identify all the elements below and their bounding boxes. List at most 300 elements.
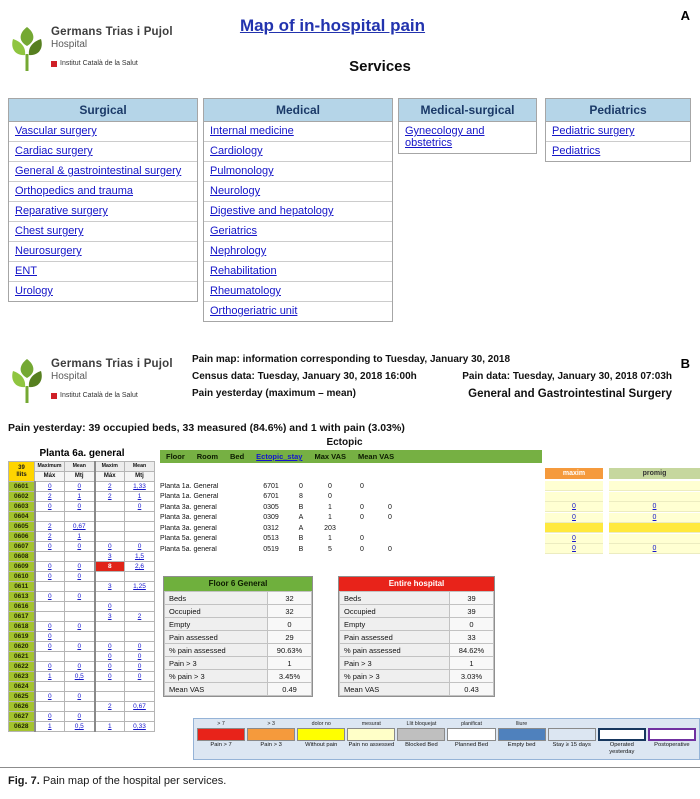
pain-value-cell [95, 592, 125, 602]
logo-hospital-word: Hospital [51, 39, 88, 50]
summary-label: Beds [340, 592, 450, 605]
pain-value-link[interactable]: 0 [47, 663, 52, 670]
maxim-cell [545, 523, 603, 533]
pain-value-cell [125, 562, 155, 572]
pain-value-link[interactable]: 0 [47, 643, 52, 650]
pain-value-cell [125, 692, 155, 702]
ward-row [9, 662, 155, 672]
pain-value-cell [65, 722, 95, 732]
hospital-logo [10, 358, 173, 404]
pain-value-cell [125, 602, 155, 612]
legend-label: Without pain [305, 742, 338, 748]
caption-text: Pain map of the hospital per services. [42, 775, 227, 787]
ectopic-room: 6701 [263, 493, 279, 501]
pain-value-cell [125, 722, 155, 732]
summary-value: 29 [268, 631, 312, 644]
pain-value-cell [65, 662, 95, 672]
pain-value-cell [35, 612, 65, 622]
pain-value-link[interactable]: 0 [77, 643, 82, 650]
pain-value-cell [65, 522, 95, 532]
maxim-value-link[interactable]: 0 [572, 545, 576, 553]
summary-value: 84.62% [450, 644, 494, 657]
maxim-value-link[interactable]: 0 [572, 503, 576, 511]
pain-value-link[interactable]: 0 [137, 643, 142, 650]
summary-row [165, 631, 312, 644]
summary-value: 39 [450, 605, 494, 618]
pain-value-cell [125, 612, 155, 622]
ward-row [9, 622, 155, 632]
pain-value-cell [65, 702, 95, 712]
pain-value-link[interactable]: 0 [77, 663, 82, 670]
legend-label: Pain > 7 [210, 742, 232, 748]
pain-value-link[interactable]: 0 [47, 503, 52, 510]
legend-swatch [548, 728, 596, 741]
pain-value-cell [65, 532, 95, 542]
ward-group-header: Maxim [95, 462, 125, 472]
bed-number-cell[interactable]: 0618 [9, 622, 35, 632]
ectopic-bed: 0 [299, 482, 303, 490]
ectopic-col-header: Mean VAS [358, 452, 395, 461]
pain-value-cell [95, 532, 125, 542]
pain-value-link[interactable]: 0 [47, 713, 52, 720]
pain-value-link[interactable]: 1,5 [134, 553, 145, 560]
legend-top-label: > 3 [267, 721, 275, 727]
pain-value-link[interactable]: 2 [47, 493, 52, 500]
services-column-header: Medical [204, 99, 392, 122]
legend-label: Operated yesterday [609, 742, 635, 755]
ectopic-col-header: Bed [230, 452, 245, 461]
summary-value: 0.49 [268, 683, 312, 696]
service-link[interactable]: Pediatrics [546, 142, 690, 161]
pain-value-cell [35, 512, 65, 522]
pain-value-link[interactable]: 0 [77, 563, 82, 570]
pain-value-link[interactable]: 2 [137, 613, 142, 620]
panel-b [0, 350, 700, 764]
pain-value-cell [35, 492, 65, 502]
promig-value-link[interactable]: 0 [652, 545, 657, 553]
pain-value-link[interactable]: 0,5 [74, 723, 84, 730]
pain-value-cell [95, 612, 125, 622]
pain-value-cell [95, 682, 125, 692]
bed-number-cell[interactable]: 0611 [9, 582, 35, 592]
ectopic-stay: 5 [328, 545, 332, 553]
summary-label: Occupied [165, 605, 268, 618]
services-column-surgical [8, 98, 198, 302]
legend-label: Postoperative [654, 742, 690, 748]
pain-value-link[interactable]: 0 [77, 693, 82, 700]
pain-value-link[interactable]: 0 [47, 623, 52, 630]
summary-value: 3.03% [450, 670, 494, 683]
bed-number-cell[interactable]: 0616 [9, 602, 35, 612]
pain-value-cell [35, 532, 65, 542]
pain-value-cell [125, 632, 155, 642]
ward-row [9, 502, 155, 512]
legend-label: Pain > 3 [260, 742, 282, 748]
pain-value-link[interactable]: 0 [77, 593, 82, 600]
service-link[interactable]: Orthogeriatric unit [204, 302, 392, 321]
service-link[interactable]: Urology [9, 282, 197, 301]
ectopic-header [160, 450, 542, 463]
ectopic-bed: A [298, 524, 304, 532]
legend-item [297, 721, 345, 757]
ectopic-row [160, 502, 700, 513]
summary-row [340, 618, 494, 631]
ectopic-col-header: Floor [166, 452, 185, 461]
pain-value-cell [35, 652, 65, 662]
pain-value-cell [35, 682, 65, 692]
summary-value: 90.63% [268, 644, 312, 657]
pain-value-link[interactable]: 2 [107, 493, 112, 500]
ward-row [9, 602, 155, 612]
maxim-value-link[interactable]: 0 [572, 513, 576, 521]
pain-value-cell [65, 712, 95, 722]
service-link[interactable]: Pediatric surgery [546, 122, 690, 142]
pain-value-link[interactable]: 0 [47, 543, 52, 550]
ectopic-row [160, 492, 700, 503]
summary-row [165, 657, 312, 670]
pain-value-cell [65, 542, 95, 552]
summary-row [340, 670, 494, 683]
pain-value-link[interactable]: 3 [107, 583, 112, 590]
bed-number-cell[interactable]: 0603 [9, 502, 35, 512]
pain-value-cell [65, 582, 95, 592]
bed-number-cell[interactable]: 0623 [9, 672, 35, 682]
pain-value-cell [125, 512, 155, 522]
ectopic-mean: 0 [388, 545, 392, 553]
pain-value-link[interactable]: 1 [137, 493, 142, 500]
pain-value-cell [35, 722, 65, 732]
logo-hospital-word: Hospital [51, 371, 88, 382]
maxim-value-link[interactable]: 0 [572, 534, 576, 542]
pain-value-cell [95, 722, 125, 732]
ward-row [9, 702, 155, 712]
ward-title: Planta 6a. general [39, 448, 125, 459]
pain-value-cell [35, 582, 65, 592]
pain-value-cell [125, 502, 155, 512]
promig-cell [609, 523, 700, 533]
pain-value-link[interactable]: 0 [137, 663, 142, 670]
legend-top-label: mesurat [361, 721, 381, 727]
promig-cell [609, 534, 700, 544]
ward-row [9, 712, 155, 722]
service-link[interactable]: Orthopedics and trauma [9, 182, 197, 202]
legend-item [347, 721, 395, 757]
services-heading: Services [349, 58, 411, 75]
services-column-header: Medical-surgical [399, 99, 536, 122]
ectopic-max: 0 [360, 535, 364, 543]
pain-value-cell [95, 622, 125, 632]
pain-value-link[interactable]: 0 [107, 653, 112, 660]
pain-value-cell [95, 672, 125, 682]
bed-number-cell[interactable]: 0601 [9, 482, 35, 492]
promig-value-link[interactable]: 0 [652, 513, 657, 521]
pain-value-link[interactable]: 0 [107, 663, 112, 670]
ward-sub-header: Máx [35, 472, 65, 482]
ectopic-floor: Planta 3a. general [160, 503, 217, 511]
pain-value-link[interactable]: 0 [77, 503, 82, 510]
bed-number-cell[interactable]: 0604 [9, 512, 35, 522]
pain-value-link[interactable]: 0 [137, 503, 142, 510]
ward-row [9, 532, 155, 542]
service-link[interactable]: Pulmonology [204, 162, 392, 182]
pain-value-link[interactable]: 0 [137, 543, 142, 550]
summary-label: Pain assessed [165, 631, 268, 644]
ward-group-header: Maximum [35, 462, 65, 472]
services-column-header: Surgical [9, 99, 197, 122]
ward-row [9, 642, 155, 652]
legend-swatch [648, 728, 696, 741]
ectopic-bed: A [298, 514, 304, 522]
pain-value-cell [95, 492, 125, 502]
pain-value-link[interactable]: 0 [77, 623, 82, 630]
summary-label: Empty [340, 618, 450, 631]
pain-value-cell [65, 502, 95, 512]
pain-value-link[interactable]: 0 [107, 543, 112, 550]
pain-value-link[interactable]: 1 [107, 723, 112, 730]
pain-value-link[interactable]: 0,33 [133, 723, 146, 730]
pain-value-cell [95, 642, 125, 652]
service-link[interactable]: Internal medicine [204, 122, 392, 142]
service-link[interactable]: Neurosurgery [9, 242, 197, 262]
summary-row [165, 683, 312, 696]
pain-value-link[interactable]: 0 [137, 653, 142, 660]
pain-value-link[interactable]: 3 [107, 553, 112, 560]
summary-row [340, 644, 494, 657]
pain-value-cell [65, 682, 95, 692]
pain-value-link[interactable]: 2 [47, 523, 52, 530]
service-link[interactable]: General & gastrointestinal surgery [9, 162, 197, 182]
ward-row [9, 672, 155, 682]
ward-row [9, 582, 155, 592]
service-link[interactable]: Chest surgery [9, 222, 197, 242]
service-link[interactable]: Neurology [204, 182, 392, 202]
service-name: General and Gastrointestinal Surgery [468, 388, 672, 400]
legend-top-label: lliure [516, 721, 528, 727]
pain-value-cell [65, 512, 95, 522]
ectopic-section-label: Ectopic [326, 437, 363, 448]
bed-number-cell[interactable]: 0605 [9, 522, 35, 532]
pain-value-cell [35, 642, 65, 652]
pain-value-cell [35, 522, 65, 532]
pain-value-link[interactable]: 0 [47, 563, 52, 570]
summary-value: 33 [450, 631, 494, 644]
ward-sub-header: Mtj [125, 472, 155, 482]
ward-group-header: Mean [65, 462, 95, 472]
pain-value-link[interactable]: 0 [137, 673, 142, 680]
legend-swatch [297, 728, 345, 741]
bed-number-cell[interactable]: 0625 [9, 692, 35, 702]
pain-value-link[interactable]: 8 [107, 563, 112, 570]
pain-value-cell [95, 572, 125, 582]
services-column-header: Pediatrics [546, 99, 690, 122]
bed-number-cell[interactable]: 0620 [9, 642, 35, 652]
pain-value-link[interactable]: 2 [107, 483, 112, 490]
pain-summary-line: Pain yesterday: 39 occupied beds, 33 measured (84.6%) and 1 with pain (3.03%) [8, 422, 405, 434]
service-link[interactable]: Geriatrics [204, 222, 392, 242]
bed-number-cell[interactable]: 0628 [9, 722, 35, 732]
bed-number-cell[interactable]: 0609 [9, 562, 35, 572]
services-columns [0, 0, 700, 348]
pain-value-link[interactable]: 1,33 [133, 483, 146, 490]
service-link[interactable]: Rehabilitation [204, 262, 392, 282]
service-link[interactable]: Gynecology and obstetrics [399, 122, 536, 153]
pain-value-link[interactable]: 0 [77, 543, 82, 550]
pain-value-cell [65, 552, 95, 562]
pain-value-link[interactable]: 0 [47, 633, 52, 640]
summary-label: Occupied [340, 605, 450, 618]
pain-value-link[interactable]: 0 [107, 643, 112, 650]
pain-value-link[interactable]: 0 [77, 713, 82, 720]
ward-row [9, 492, 155, 502]
ward-row [9, 522, 155, 532]
service-link[interactable]: Cardiology [204, 142, 392, 162]
pain-value-cell [65, 642, 95, 652]
bed-number-cell[interactable]: 0613 [9, 592, 35, 602]
pain-value-link[interactable]: 0 [47, 693, 52, 700]
legend [193, 718, 700, 760]
pain-value-link[interactable]: 0 [77, 483, 82, 490]
pain-value-link[interactable]: 2 [107, 703, 112, 710]
bed-number-cell[interactable]: 0622 [9, 662, 35, 672]
legend-item [197, 721, 245, 757]
pain-value-link[interactable]: 2 [47, 533, 52, 540]
bed-number-cell[interactable]: 0606 [9, 532, 35, 542]
pain-value-link[interactable]: 1 [77, 493, 82, 500]
ectopic-mean: 0 [388, 514, 392, 522]
pain-value-link[interactable]: 0 [47, 593, 52, 600]
pain-value-cell [125, 522, 155, 532]
bed-number-cell[interactable]: 0626 [9, 702, 35, 712]
pain-value-cell [65, 482, 95, 492]
bed-number-cell[interactable]: 0617 [9, 612, 35, 622]
pain-value-cell [35, 602, 65, 612]
ectopic-max: 0 [360, 514, 364, 522]
bed-number-cell[interactable]: 0602 [9, 492, 35, 502]
summary-value: 0 [450, 618, 494, 631]
summary-label: Pain > 3 [340, 657, 450, 670]
ward-row [9, 572, 155, 582]
legend-swatch [247, 728, 295, 741]
legend-top-label: dolor no [311, 721, 331, 727]
ward-row [9, 612, 155, 622]
legend-swatch [197, 728, 245, 741]
pain-value-cell [125, 662, 155, 672]
pain-value-cell [125, 672, 155, 682]
pain-value-cell [65, 652, 95, 662]
ward-row [9, 562, 155, 572]
pain-value-cell [65, 632, 95, 642]
ward-row [9, 692, 155, 702]
pain-value-link[interactable]: 1 [47, 673, 52, 680]
summary-label: Pain > 3 [165, 657, 268, 670]
legend-swatch [347, 728, 395, 741]
pain-value-link[interactable]: 3 [107, 613, 112, 620]
promig-value-link[interactable]: 0 [652, 503, 657, 511]
pain-value-link[interactable]: 0,5 [74, 673, 84, 680]
ward-sub-header: Máx [95, 472, 125, 482]
service-link[interactable]: Rheumatology [204, 282, 392, 302]
summary-value: 0.43 [450, 683, 494, 696]
pain-value-cell [125, 492, 155, 502]
pain-value-link[interactable]: 0 [47, 573, 52, 580]
pain-value-link[interactable]: 1,25 [133, 583, 146, 590]
ward-bed-table [8, 461, 155, 732]
pain-value-cell [95, 602, 125, 612]
service-link[interactable]: ENT [9, 262, 197, 282]
pain-value-link[interactable]: 0 [77, 573, 82, 580]
legend-item [447, 721, 495, 757]
pain-value-cell [35, 592, 65, 602]
pain-value-cell [125, 712, 155, 722]
ectopic-stay: 1 [328, 503, 332, 511]
service-link[interactable]: Cardiac surgery [9, 142, 197, 162]
ectopic-col-header[interactable]: Ectopic_stay [256, 452, 303, 461]
ward-row [9, 552, 155, 562]
legend-swatch [397, 728, 445, 741]
bed-number-cell[interactable]: 0607 [9, 542, 35, 552]
bed-number-cell[interactable]: 0608 [9, 552, 35, 562]
legend-item [397, 721, 445, 757]
maxim-column-header: maxim [545, 468, 603, 479]
bed-number-cell[interactable]: 0624 [9, 682, 35, 692]
ectopic-stay: 1 [328, 535, 332, 543]
pain-value-cell [65, 612, 95, 622]
ward-row [9, 592, 155, 602]
ward-row [9, 542, 155, 552]
ward-row [9, 632, 155, 642]
logo-hospital-name: Germans Trias i Pujol [51, 26, 173, 38]
service-link[interactable]: Digestive and hepatology [204, 202, 392, 222]
bed-number-cell[interactable]: 0619 [9, 632, 35, 642]
service-link[interactable]: Vascular surgery [9, 122, 197, 142]
ectopic-row [160, 544, 700, 555]
bed-number-cell[interactable]: 0610 [9, 572, 35, 582]
panel-a [0, 0, 700, 348]
legend-label: Blocked Bed [405, 742, 438, 748]
legend-top-label: Llit bloquejat [406, 721, 437, 727]
summary-row [340, 631, 494, 644]
ward-row [9, 722, 155, 732]
ectopic-bed: 8 [299, 493, 303, 501]
summary-row [165, 670, 312, 683]
pain-value-cell [35, 632, 65, 642]
pain-value-link[interactable]: 0 [47, 483, 52, 490]
pain-value-cell [125, 532, 155, 542]
pain-value-cell [35, 542, 65, 552]
pain-value-link[interactable]: 0,67 [72, 523, 86, 530]
bed-number-cell[interactable]: 0621 [9, 652, 35, 662]
ectopic-max: 0 [360, 482, 364, 490]
service-link[interactable]: Reparative surgery [9, 202, 197, 222]
pain-value-cell [125, 592, 155, 602]
pain-value-link[interactable]: 0 [107, 673, 112, 680]
pain-value-link[interactable]: 1 [77, 533, 82, 540]
pain-value-link[interactable]: 2,6 [134, 563, 145, 570]
ectopic-row [160, 523, 700, 534]
summary-label: % pain assessed [165, 644, 268, 657]
ectopic-floor: Planta 5a. general [160, 535, 217, 543]
pain-value-link[interactable]: 1 [47, 723, 52, 730]
bed-number-cell[interactable]: 0627 [9, 712, 35, 722]
ectopic-room: 0519 [263, 545, 279, 553]
pain-value-link[interactable]: 0 [107, 603, 112, 610]
summary-row [165, 618, 312, 631]
pain-value-link[interactable]: 0,67 [133, 703, 146, 710]
pain-value-cell [95, 632, 125, 642]
pain-data-line: Pain data: Tuesday, January 30, 2018 07:03h [462, 371, 672, 382]
service-link[interactable]: Nephrology [204, 242, 392, 262]
summary-title: Entire hospital [339, 577, 494, 591]
